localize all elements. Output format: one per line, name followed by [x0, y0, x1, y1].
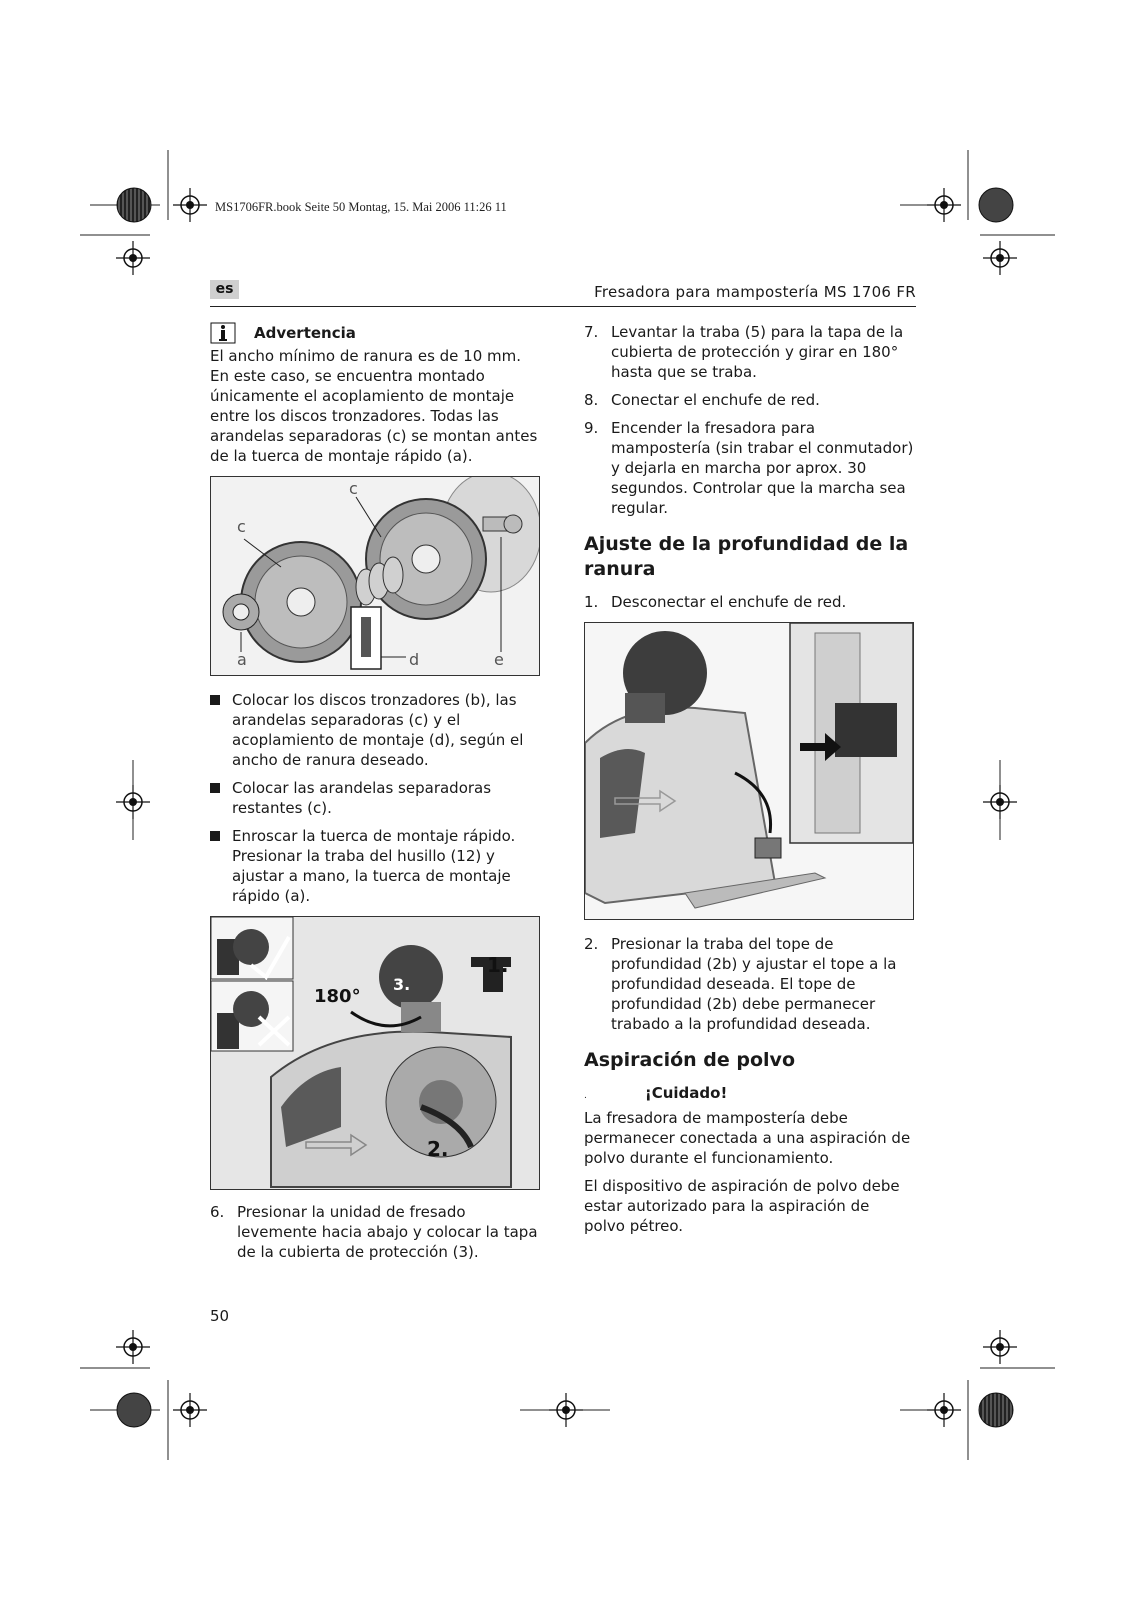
depth-step-2: 2. Presionar la traba del tope de profundidad (2b) y ajustar el tope a la profundidad deseada. El tope de profundidad (2b) debe permanecer trabado a la profundidad deseada.	[584, 935, 897, 1033]
left-column	[210, 322, 540, 1270]
figure-disc-assembly	[210, 476, 540, 676]
step-7: 7. Levantar la traba (5) para la tapa de la cubierta de protección y girar en 180° hasta que se traba.	[584, 323, 904, 381]
depth-stop-drawing	[585, 623, 913, 919]
depth-stop-lock	[835, 703, 897, 757]
disc-assembly-drawing	[211, 477, 539, 675]
fig1-label-c-right: c	[349, 479, 358, 498]
note-heading	[210, 322, 540, 344]
info-icon	[210, 322, 236, 344]
page-number: 50	[210, 1307, 230, 1325]
cutting-disc-left	[241, 542, 361, 662]
language-badge: es	[210, 280, 239, 299]
note-title: Advertencia	[254, 324, 356, 342]
fig2-label-step1: 1.	[487, 953, 509, 977]
dust-paragraph-1: La fresadora de mampostería debe permanecer conectada a una aspiración de polvo durante el funcionamiento.	[584, 1109, 911, 1167]
page-header-title: Fresadora para mampostería MS 1706 FR	[594, 283, 916, 301]
spindle	[483, 515, 522, 533]
bullet-item: Colocar los discos tronzadores (b), las arandelas separadoras (c) y el acoplamiento de montaje (d), según el ancho de ranura deseado.	[210, 690, 540, 770]
step-8: 8. Conectar el enchufe de red.	[584, 391, 820, 409]
figure-depth-stop	[584, 622, 914, 920]
fig2-label-step3: 3.	[393, 975, 411, 994]
dust-paragraph-2: El dispositivo de aspiración de polvo debe estar autorizado para la aspiración de polvo pétreo.	[584, 1177, 900, 1235]
header-divider	[210, 306, 916, 307]
heading-dust-extraction: Aspiración de polvo	[584, 1049, 795, 1071]
quick-mounting-nut	[223, 594, 259, 630]
step-6: 6. Presionar la unidad de fresado levemente hacia abajo y colocar la tapa de la cubierta de protección (3).	[210, 1203, 538, 1261]
bullet-item: Enroscar la tuerca de montaje rápido. Presionar la traba del husillo (12) y ajustar a mano, la tuerca de montaje rápido (a).	[210, 826, 540, 906]
figure-guard-cover	[210, 916, 540, 1190]
right-column	[584, 322, 914, 1244]
step-9: 9. Encender la fresadora para mampostería (sin trabar el conmutador) y dejarla en marcha por aprox. 30 segundos. Controlar que la marcha sea regular.	[584, 419, 914, 517]
caution-title: ¡Cuidado!	[644, 1084, 728, 1102]
depth-stop	[755, 838, 781, 858]
cutting-disc-right	[366, 499, 486, 619]
fig1-label-c-left: c	[237, 517, 246, 536]
depth-step-1: 1. Desconectar el enchufe de red.	[584, 593, 847, 611]
fig1-label-a: a	[237, 650, 247, 669]
heading-depth-adjust: Ajuste de la profundidad de la ranura	[584, 533, 909, 580]
book-file-line: MS1706FR.book Seite 50 Montag, 15. Mai 2006 11:26 11	[215, 200, 507, 214]
fig1-label-d: d	[409, 650, 420, 669]
fig1-label-e: e	[494, 650, 504, 669]
note-text: El ancho mínimo de ranura es de 10 mm. En este caso, se encuentra montado únicamente el acoplamiento de montaje entre los discos tronzadores. Todas las arandelas separadoras (c) se montan antes de la tuerca de montaje rápido (a).	[210, 347, 538, 465]
caution-dot: .	[584, 1091, 587, 1101]
knob	[379, 945, 443, 1009]
fig2-label-180: 180°	[314, 986, 361, 1007]
bullet-item: Colocar las arandelas separadoras restantes (c).	[210, 778, 540, 818]
fig2-label-step2: 2.	[427, 1137, 449, 1161]
caution-heading	[584, 1083, 914, 1106]
